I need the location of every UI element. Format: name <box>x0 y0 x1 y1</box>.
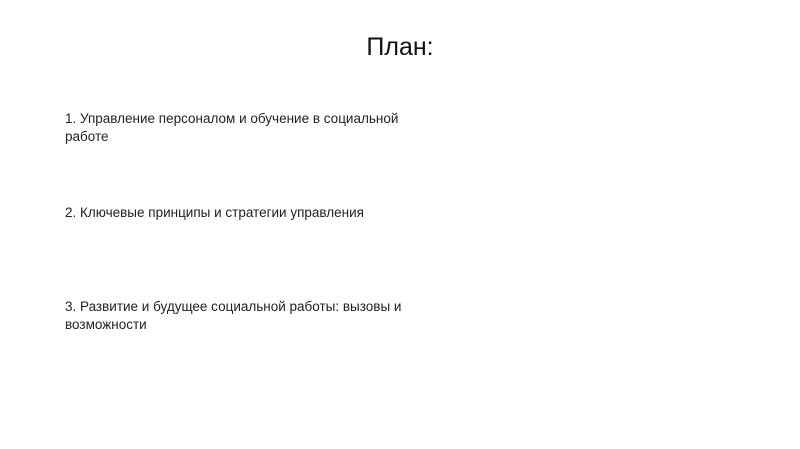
slide-title: План: <box>366 33 434 61</box>
plan-item-2: 2. Ключевые принципы и стратегии управления <box>65 205 364 220</box>
plan-item-3: 3. Развитие и будущее социальной работы: вызовы и возможности <box>65 299 402 332</box>
plan-item-1: 1. Управление персоналом и обучение в социальной работе <box>65 111 399 144</box>
